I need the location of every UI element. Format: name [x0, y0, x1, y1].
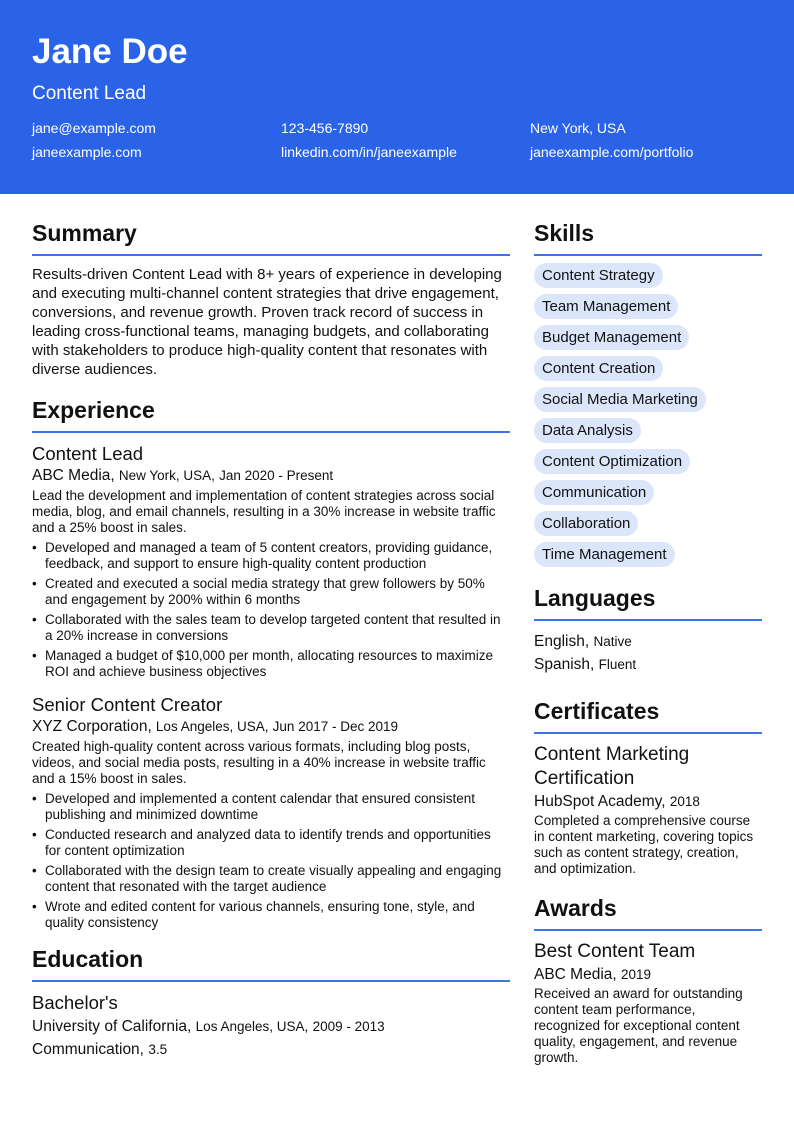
skill-tag: Social Media Marketing — [534, 387, 706, 412]
phone-text: 123-456-7890 — [281, 120, 369, 136]
language-item — [534, 630, 762, 653]
skill-tag: Time Management — [534, 542, 675, 567]
job-title: Senior Content Creator — [32, 694, 223, 715]
bullet-item: • Created and executed a social media strategy that grew followers by 50% and engagement by 200% within 6 months — [45, 576, 510, 608]
language-item — [534, 653, 762, 676]
language-level: Fluent — [598, 657, 637, 672]
award-issuer: ABC Media, — [534, 966, 617, 983]
bullet-item: • Wrote and edited content for various channels, ensuring tone, style, and quality consistency — [45, 899, 510, 931]
skill-tag: Budget Management — [534, 325, 689, 350]
certificate-year: 2018 — [669, 794, 700, 809]
summary-text: Results-driven Content Lead with 8+ years of experience in developing and executing multi-channel content strategies that drive engagement, conversions, and revenue growth. Proven track record of success in leading cross-functional teams, managing budgets, and collaborating with stakeholders to produce high-quality content that resonates with diverse audiences. — [32, 266, 502, 378]
language-name: English, — [534, 633, 590, 650]
languages-list — [534, 630, 762, 676]
job-location: New York, USA, — [118, 468, 215, 483]
skill-tag: Content Optimization — [534, 449, 690, 474]
award-item — [534, 940, 762, 1066]
experience-item — [32, 442, 510, 680]
school-dates: 2009 - 2013 — [312, 1019, 385, 1034]
language-name: Spanish, — [534, 656, 595, 673]
certificates-heading: Certificates — [534, 696, 762, 734]
experience-item — [32, 693, 510, 931]
skill-tag: Data Analysis — [534, 418, 641, 443]
certificate-title: Content Marketing Certification — [534, 744, 690, 789]
job-location: Los Angeles, USA, — [155, 719, 269, 734]
languages-heading: Languages — [534, 583, 762, 621]
resume-body — [0, 194, 794, 1066]
award-title: Best Content Team — [534, 941, 696, 962]
experience-heading: Experience — [32, 395, 510, 433]
summary-heading: Summary — [32, 218, 510, 256]
bullet-item: • Conducted research and analyzed data to identify trends and opportunities for content optimization — [45, 827, 510, 859]
certificate-item — [534, 743, 762, 877]
skill-tag: Content Strategy — [534, 263, 663, 288]
job-description: Created high-quality content across various formats, including blog posts, videos, and social media posts, resulting in a 40% increase in website traffic and a 15% boost in sales. — [32, 739, 486, 786]
skill-tag: Communication — [534, 480, 654, 505]
job-description: Lead the development and implementation of content strategies across social media, blog, and email channels, resulting in a 30% increase in website traffic and a 25% boost in sales. — [32, 488, 496, 535]
bullet-item: • Collaborated with the sales team to develop targeted content that resulted in a 20% increase in conversions — [45, 612, 510, 644]
skills-heading: Skills — [534, 218, 762, 256]
certificate-issuer: HubSpot Academy, — [534, 793, 666, 810]
education-field-line — [32, 1038, 510, 1061]
job-dates: Jun 2017 - Dec 2019 — [272, 719, 399, 734]
bullet-item: • Developed and implemented a content calendar that ensured consistent publishing and minimized downtime — [45, 791, 510, 823]
website-link[interactable]: janeexample.com — [32, 144, 142, 160]
education-heading: Education — [32, 944, 510, 982]
education-school-line — [32, 1015, 510, 1038]
job-company: XYZ Corporation, — [32, 718, 152, 735]
resume-header — [0, 0, 794, 194]
certificate-description: Completed a comprehensive course in content marketing, covering topics such as content strategy, creation, and optimization. — [534, 813, 754, 876]
bullet-item: • Developed and managed a team of 5 content creators, providing guidance, feedback, and support to ensure high-quality content production — [45, 540, 510, 572]
job-title: Content Lead — [32, 443, 144, 464]
email-link[interactable]: jane@example.com — [32, 120, 156, 136]
education-item — [32, 991, 510, 1061]
skill-tag: Collaboration — [534, 511, 638, 536]
candidate-name: Jane Doe — [32, 32, 188, 71]
degree-title: Bachelor's — [32, 992, 118, 1013]
bullet-item: • Managed a budget of $10,000 per month, allocating resources to maximize ROI and achieve business objectives — [45, 648, 510, 680]
gpa-value: 3.5 — [148, 1042, 168, 1057]
contact-grid — [32, 120, 762, 161]
candidate-role: Content Lead — [32, 83, 147, 104]
job-bullets — [32, 540, 510, 680]
job-meta — [32, 717, 510, 737]
school-name: University of California, — [32, 1018, 192, 1035]
job-dates: Jan 2020 - Present — [219, 468, 334, 483]
award-meta — [534, 964, 762, 986]
certificate-meta — [534, 791, 762, 813]
language-level: Native — [593, 634, 632, 649]
job-bullets — [32, 791, 510, 931]
field-of-study: Communication, — [32, 1041, 144, 1058]
skill-tag: Content Creation — [534, 356, 663, 381]
award-year: 2019 — [621, 967, 652, 982]
awards-heading: Awards — [534, 893, 762, 931]
skills-list — [534, 263, 762, 567]
bullet-item: • Collaborated with the design team to create visually appealing and engaging content that resonated with the target audience — [45, 863, 510, 895]
job-company: ABC Media, — [32, 467, 115, 484]
award-description: Received an award for outstanding content team performance, recognized for exceptional content quality, engagement, and revenue growth. — [534, 986, 743, 1065]
job-meta — [32, 466, 510, 486]
portfolio-link[interactable]: janeexample.com/portfolio — [530, 144, 694, 160]
right-column — [534, 218, 762, 1066]
skill-tag: Team Management — [534, 294, 678, 319]
linkedin-link[interactable]: linkedin.com/in/janeexample — [281, 144, 457, 160]
school-location: Los Angeles, USA, — [195, 1019, 309, 1034]
location-text: New York, USA — [530, 120, 626, 136]
left-column — [32, 218, 510, 1066]
